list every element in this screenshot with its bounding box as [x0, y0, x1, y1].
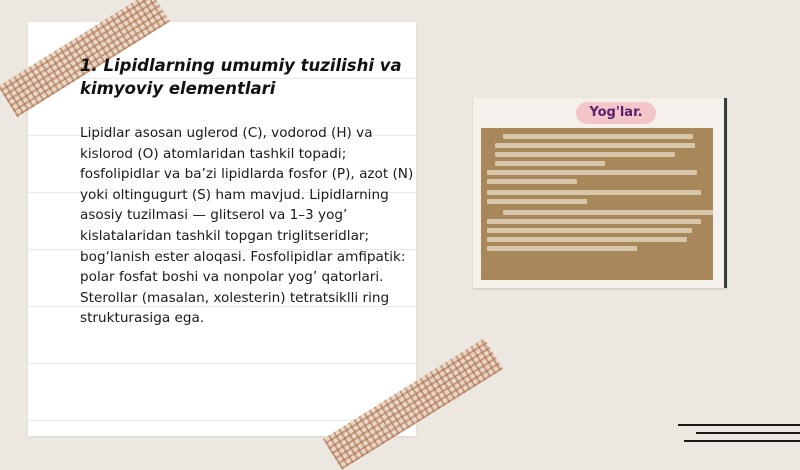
deco-line: [684, 440, 800, 442]
textbook-line: [495, 143, 695, 148]
textbook-line: [487, 246, 637, 251]
textbook-line: [487, 170, 697, 175]
textbook-image: [473, 98, 727, 288]
textbook-line: [487, 179, 577, 184]
textbook-line: [487, 190, 701, 195]
textbook-line: [495, 161, 605, 166]
textbook-heading: Yog'lar.: [576, 102, 656, 124]
textbook-line: [487, 237, 687, 242]
slide-title: 1. Lipidlarning umumiy tuzilishi va kimyoviy elementlari: [80, 56, 402, 98]
deco-line: [678, 424, 800, 426]
textbook-line: [495, 152, 675, 157]
textbook-line: [487, 219, 701, 224]
deco-line: [696, 432, 800, 434]
textbook-text-block: [481, 128, 713, 280]
textbook-line: [487, 228, 692, 233]
textbook-line: [487, 199, 587, 204]
textbook-line: [503, 134, 693, 139]
textbook-line: [503, 210, 713, 215]
decorative-lines: [675, 418, 800, 448]
slide-body-text: Lipidlar asosan uglerod (C), vodorod (H) va kislorod (O) atomlaridan tashkil topadi; fosfolipidlar va ba’zi lipidlarda fosfor (P), azot (N) yoki oltingugurt (S) ham mavjud. Lipidlarning asosiy tuzilmasi — glitserol va 1–3 yog’ kislatalaridan tashkil topgan triglitseridlar; bog‘lanish ester aloqasi. Fosfolipidlar amfipatik: polar fosfat boshi va nonpolar yog’ qatorlari. Sterollar (masalan, xolesterin) tetratsiklli ring strukturasiga ega.: [80, 125, 414, 327]
